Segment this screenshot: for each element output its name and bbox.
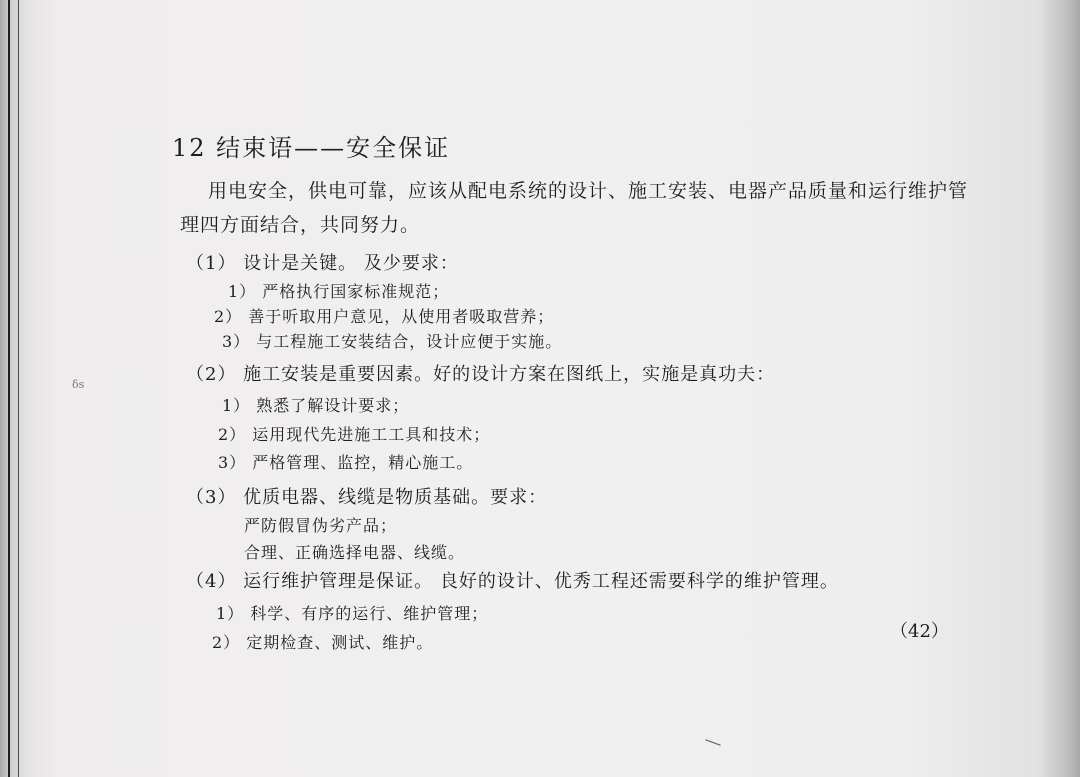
binding-shadow bbox=[0, 0, 26, 777]
stray-pen-mark bbox=[705, 739, 720, 745]
page-edge-line bbox=[8, 0, 10, 777]
section-heading-1: （1） 设计是关键。 及少要求： bbox=[186, 253, 459, 274]
section-heading-4: （4） 运行维护管理是保证。 良好的设计、优秀工程还需要科学的维护管理。 bbox=[186, 571, 839, 592]
section-heading-3: （3） 优质电器、线缆是物质基础。要求： bbox=[186, 487, 548, 508]
section-3-item-1: 严防假冒伪劣产品； bbox=[244, 516, 398, 535]
section-1-item-2: 2） 善于听取用户意见，从使用者吸取营养； bbox=[214, 307, 555, 326]
page-edge-line-inner bbox=[18, 0, 19, 777]
section-title: 12 结束语——安全保证 bbox=[172, 134, 451, 162]
section-heading-2: （2） 施工安装是重要因素。好的设计方案在图纸上，实施是真功夫： bbox=[186, 364, 776, 385]
section-3-item-2: 合理、正确选择电器、线缆。 bbox=[244, 543, 466, 562]
section-2-item-3: 3） 严格管理、监控，精心施工。 bbox=[218, 453, 474, 472]
page-number: （42） bbox=[890, 621, 949, 642]
section-4-item-1: 1） 科学、有序的运行、维护管理； bbox=[216, 604, 489, 623]
section-4-item-2: 2） 定期检查、测试、维护。 bbox=[212, 633, 434, 652]
section-1-item-3: 3） 与工程施工安装结合，设计应便于实施。 bbox=[222, 332, 563, 351]
right-edge-shadow bbox=[1038, 0, 1080, 777]
intro-line-2: 理四方面结合，共同努力。 bbox=[180, 214, 421, 236]
section-2-item-1: 1） 熟悉了解设计要求； bbox=[222, 396, 410, 415]
section-1-item-1: 1） 严格执行国家标准规范； bbox=[228, 282, 450, 301]
intro-line-1: 用电安全，供电可靠，应该从配电系统的设计、施工安装、电器产品质量和运行维护管 bbox=[208, 180, 969, 202]
section-2-item-2: 2） 运用现代先进施工工具和技术； bbox=[218, 425, 491, 444]
margin-mark: δs bbox=[72, 378, 85, 391]
